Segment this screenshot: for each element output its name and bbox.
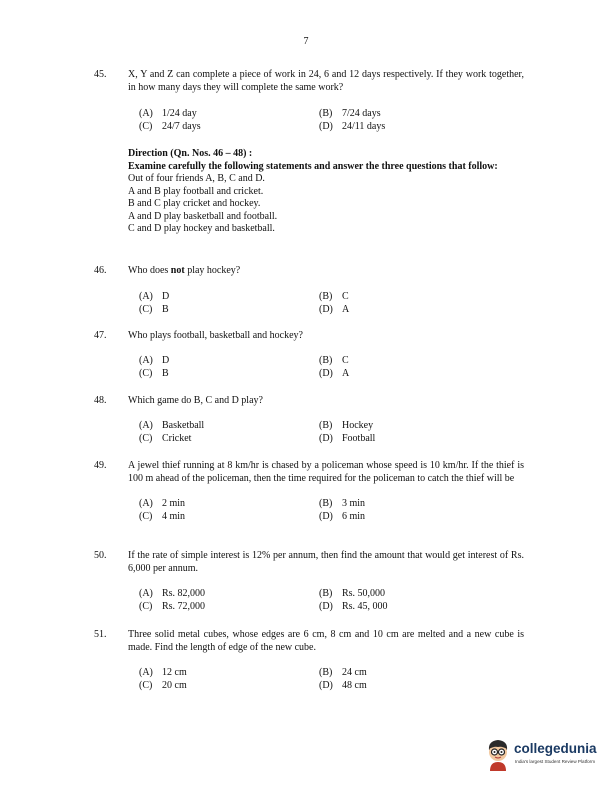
option-b: (B) Hockey: [319, 419, 374, 431]
option-c: (C) 4 min: [139, 511, 186, 522]
question-46: [94, 265, 524, 317]
question-text: X, Y and Z can complete a piece of work in 24, 6 and 12 days respectively. If they work together, in how many days they will complete the same work?: [128, 69, 524, 93]
question-text: A jewel thief running at 8 km/hr is chased by a policeman whose speed is 10 km/hr. If the thief is 100 m ahead of the policeman, then the time required for the policeman to catch the thief will be: [128, 460, 524, 484]
options: [139, 108, 524, 134]
question-50: [94, 550, 524, 614]
question-number: 46.: [94, 265, 107, 276]
option-a: (A) 12 cm: [139, 667, 187, 678]
question-text: Who plays football, basketball and hockey?: [128, 330, 303, 341]
statement: B and C play cricket and hockey.: [128, 198, 261, 209]
question-text: Which game do B, C and D play?: [128, 395, 263, 406]
mascot-icon: [484, 738, 512, 772]
question-number: 48.: [94, 395, 107, 406]
option-d: (D) 6 min: [319, 511, 366, 522]
option-d: (D) A: [319, 367, 350, 379]
direction-heading: Direction (Qn. Nos. 46 – 48) :: [128, 148, 253, 159]
options: [139, 355, 524, 381]
option-c: (C) Cricket: [139, 432, 192, 444]
option-b: (B) Rs. 50,000: [319, 588, 386, 599]
question-48: [94, 395, 524, 446]
logo-tagline: India's largest Student Review Platform: [515, 759, 596, 764]
question-49: [94, 460, 524, 524]
option-c: (C) B: [139, 303, 169, 315]
option-a: (A) Rs. 82,000: [139, 588, 206, 599]
options: [139, 420, 524, 446]
question-number: 51.: [94, 629, 107, 640]
option-c: (C) 20 cm: [139, 680, 187, 691]
option-a: (A) D: [139, 354, 170, 366]
options: [139, 498, 524, 524]
options: [139, 667, 524, 693]
question-number: 47.: [94, 330, 107, 341]
logo-wordmark: collegedunia: [514, 741, 597, 756]
option-a: (A) D: [139, 290, 170, 302]
option-b: (B) 3 min: [319, 498, 366, 509]
option-d: (D) A: [319, 303, 350, 315]
question-text: Who does not play hockey?: [128, 265, 241, 276]
option-b: (B) C: [319, 290, 349, 302]
options: [139, 291, 524, 317]
statement: Out of four friends A, B, C and D.: [128, 173, 265, 184]
option-d: (D) Football: [319, 432, 376, 444]
question-number: 49.: [94, 460, 107, 471]
option-c: (C) B: [139, 367, 169, 379]
question-51: [94, 629, 524, 693]
option-d: (D) 48 cm: [319, 680, 367, 691]
option-b: (B) 7/24 days: [319, 108, 381, 119]
option-d: (D) 24/11 days: [319, 121, 386, 132]
question-47: [94, 330, 524, 381]
collegedunia-logo: [484, 738, 604, 774]
option-d: (D) Rs. 45, 000: [319, 601, 388, 612]
option-a: (A) Basketball: [139, 419, 205, 431]
question-text: Three solid metal cubes, whose edges are 6 cm, 8 cm and 10 cm are melted and a new cube is made. Find the length of edge of the new cube.: [128, 629, 524, 653]
options: [139, 588, 524, 614]
question-text: If the rate of simple interest is 12% per annum, then find the amount that would get interest of Rs. 6,000 per annum.: [128, 550, 524, 574]
option-b: (B) C: [319, 354, 349, 366]
option-a: (A) 2 min: [139, 498, 186, 509]
statement: A and B play football and cricket.: [128, 185, 264, 197]
question-number: 50.: [94, 550, 107, 561]
question-number: 45.: [94, 69, 107, 80]
direction-instruction: Examine carefully the following statements and answer the three questions that follow:: [128, 160, 498, 172]
statement: C and D play hockey and basketball.: [128, 223, 275, 234]
direction-block: [128, 148, 523, 236]
option-c: (C) 24/7 days: [139, 121, 201, 132]
option-a: (A) 1/24 day: [139, 108, 197, 119]
question-45: [94, 69, 524, 134]
option-c: (C) Rs. 72,000: [139, 601, 206, 612]
option-b: (B) 24 cm: [319, 667, 367, 678]
statement: A and D play basketball and football.: [128, 210, 278, 222]
page-number: 7: [303, 36, 309, 47]
